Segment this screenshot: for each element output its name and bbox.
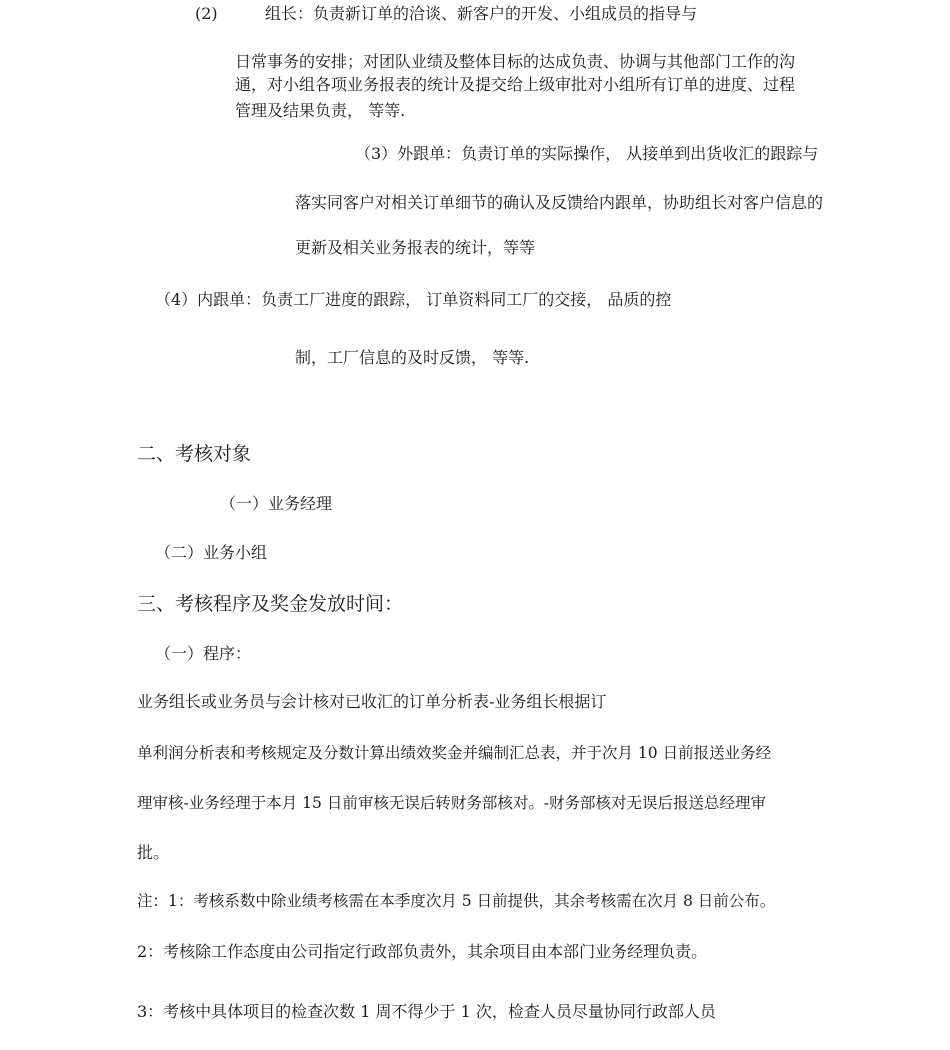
note-2: 2：考核除工作态度由公司指定行政部负责外，其余项目由本部门业务经理负责。 bbox=[137, 942, 708, 961]
role-3-line-1: （3）外跟单：负责订单的实际操作， 从接单到出货收汇的跟踪与 bbox=[355, 144, 819, 163]
section-3-sub-1: （一）程序： bbox=[155, 644, 252, 663]
role-4-line-2: 制，工厂信息的及时反馈， 等等. bbox=[295, 348, 530, 367]
role-2-line-3: 通，对小组各项业务报表的统计及提交给上级审批对小组所有订单的进度、过程 bbox=[235, 75, 796, 94]
role-3-line-2: 落实同客户对相关订单细节的确认及反馈给内跟单，协助组长对客户信息的 bbox=[295, 193, 824, 212]
role-2-line-2: 日常事务的安排；对团队业绩及整体目标的达成负责、协调与其他部门工作的沟 bbox=[235, 52, 796, 71]
section-3-para-line-3: 理审核-业务经理于本月 15 日前审核无误后转财务部核对。-财务部核对无误后报送总经理审 bbox=[137, 794, 767, 812]
section-3-para-line-4: 批。 bbox=[137, 843, 170, 862]
section-2-heading: 二、考核对象 bbox=[137, 443, 252, 465]
role-2-line-4: 管理及结果负责， 等等. bbox=[235, 101, 406, 120]
section-2-item-2: （二）业务小组 bbox=[155, 543, 268, 562]
section-2-item-1: （一）业务经理 bbox=[220, 494, 333, 513]
note-3: 3：考核中具体项目的检查次数 1 周不得少于 1 次，检查人员尽量协同行政部人员 bbox=[137, 1002, 716, 1021]
section-3-para-line-1: 业务组长或业务员与会计核对已收汇的订单分析表-业务组长根据订 bbox=[137, 692, 607, 711]
section-3-heading: 三、考核程序及奖金发放时间： bbox=[137, 593, 404, 615]
role-4-line-1: （4）内跟单：负责工厂进度的跟踪， 订单资料同工厂的交接， 品质的控 bbox=[155, 290, 672, 309]
role-3-line-3: 更新及相关业务报表的统计，等等 bbox=[295, 238, 536, 257]
role-2-line-1: 组长：负责新订单的洽谈、新客户的开发、小组成员的指导与 bbox=[265, 4, 698, 23]
section-3-para-line-2: 单利润分析表和考核规定及分数计算出绩效奖金并编制汇总表，并于次月 10 日前报送业务经 bbox=[137, 744, 772, 762]
note-1: 注：1：考核系数中除业绩考核需在本季度次月 5 日前提供，其余考核需在次月 8 日前公布。 bbox=[137, 892, 776, 910]
role-2-number: (2) bbox=[195, 4, 218, 23]
